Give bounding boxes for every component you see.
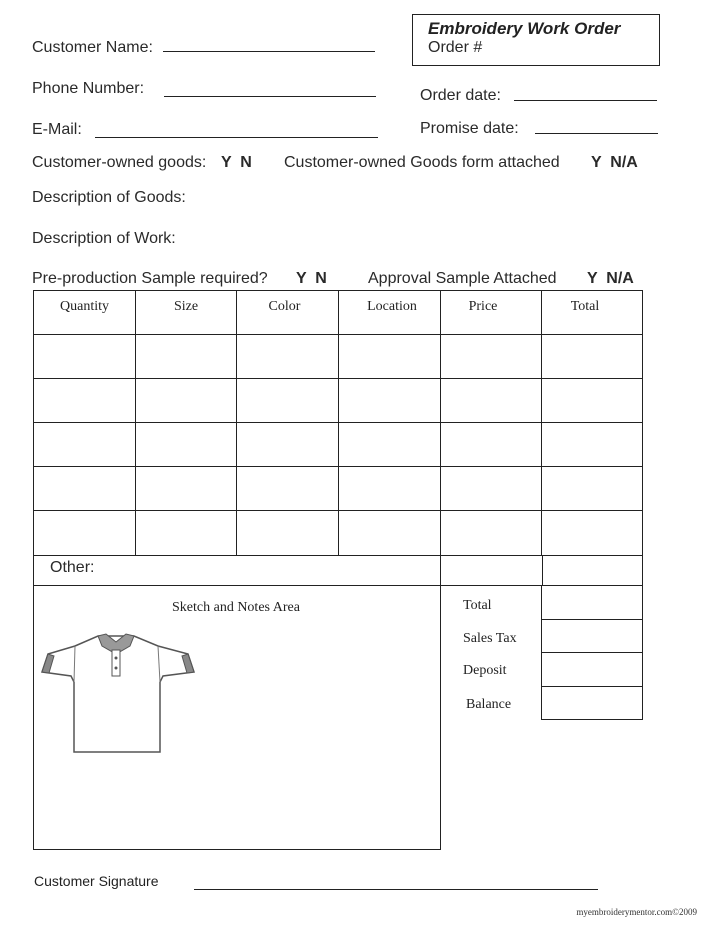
approval-sample-label: Approval Sample Attached: [368, 270, 557, 287]
email-label: E-Mail:: [32, 121, 82, 138]
approval-sample-options[interactable]: Y N/A: [587, 270, 634, 287]
customer-name-field[interactable]: [163, 51, 375, 52]
form-title: Embroidery Work Order: [428, 19, 621, 38]
order-date-field[interactable]: [514, 100, 657, 101]
description-of-goods-label: Description of Goods:: [32, 189, 186, 206]
column-header-quantity: Quantity: [60, 299, 109, 314]
footer-credit: myembroiderymentor.com©2009: [576, 907, 697, 917]
description-of-work-label: Description of Work:: [32, 230, 176, 247]
phone-number-label: Phone Number:: [32, 80, 145, 97]
title-box: [412, 14, 660, 66]
balance-label: Balance: [466, 697, 512, 712]
customer-owned-goods-label: Customer-owned goods:: [32, 154, 207, 171]
column-header-size: Size: [173, 299, 199, 314]
polo-shirt-icon: [38, 632, 198, 756]
customer-signature-field[interactable]: [194, 889, 598, 890]
deposit-label: Deposit: [463, 663, 507, 678]
column-header-price: Price: [468, 299, 498, 314]
preproduction-sample-label: Pre-production Sample required?: [32, 270, 268, 287]
phone-number-field[interactable]: [164, 96, 376, 97]
email-field[interactable]: [95, 137, 378, 138]
goods-form-attached-options[interactable]: Y N/A: [591, 154, 638, 171]
order-number-label: Order #: [428, 39, 483, 56]
customer-signature-label: Customer Signature: [34, 873, 159, 889]
sales-tax-label: Sales Tax: [463, 631, 517, 646]
customer-owned-goods-options[interactable]: Y N: [221, 154, 252, 171]
preproduction-sample-options[interactable]: Y N: [296, 270, 327, 287]
promise-date-field[interactable]: [535, 133, 658, 134]
column-header-color: Color: [268, 299, 301, 314]
sketch-notes-label: Sketch and Notes Area: [172, 600, 300, 615]
promise-date-label: Promise date:: [420, 120, 519, 137]
other-label: Other:: [50, 559, 95, 576]
order-date-label: Order date:: [420, 87, 501, 104]
goods-form-attached-label: Customer-owned Goods form attached: [284, 154, 560, 171]
customer-name-label: Customer Name:: [32, 39, 153, 56]
total-label: Total: [463, 598, 492, 613]
column-header-location: Location: [367, 299, 417, 314]
column-header-total: Total: [570, 299, 600, 314]
